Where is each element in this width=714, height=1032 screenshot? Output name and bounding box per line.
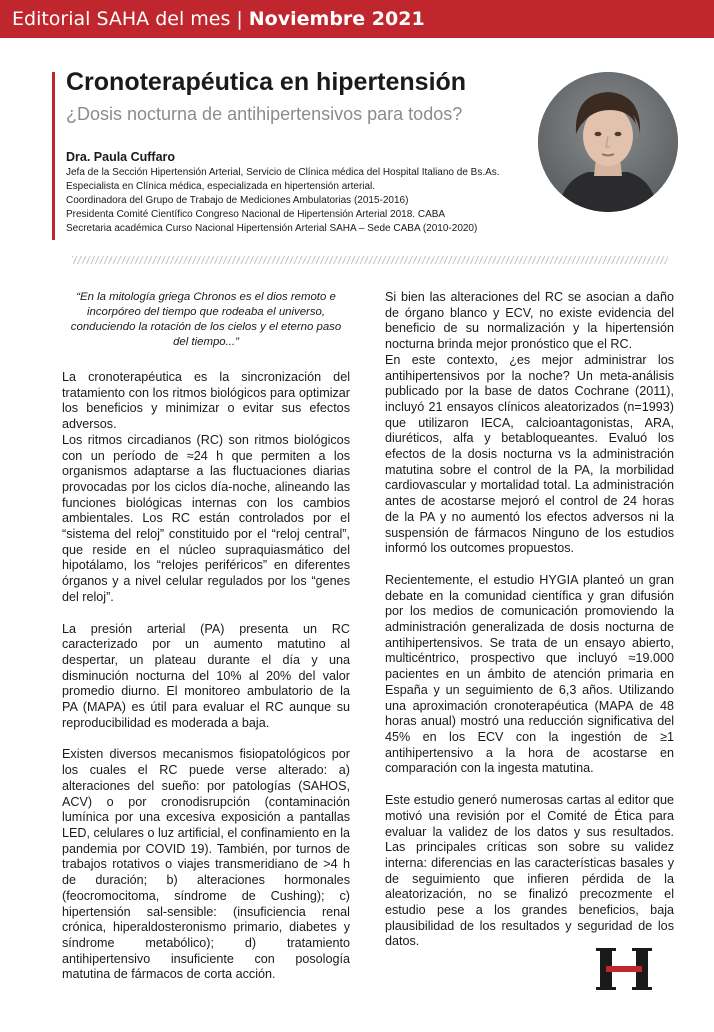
body-paragraph: Existen diversos mecanismos fisiopatológicos por los cuales el RC puede verse alterado: a) alteraciones del sueño: por patologías (SAHOS, ACV) o por cronodisrupción (contaminación lumínica por una excesiva exposición a pantallas LED, celulares o luz artificial, el confinamiento en la pandemia por COVID 19). También, por turnos de trabajos rotativos o viajes transmeridiano de >4 h de duración; b) alteraciones hormonales (feocromocitoma, síndrome de Cushing); c) hipertensión sal-sensible: (insuficiencia renal crónica, hiperaldosteronismo primario, diabetes y síndrome metabólico); d) tratamiento antihipertensivo insuficiente con posología matutina de fármacos de corta acción. bbox=[62, 747, 350, 982]
author-portrait-icon bbox=[538, 72, 678, 212]
banner-separator: | bbox=[236, 8, 243, 30]
header-banner bbox=[0, 0, 714, 38]
body-paragraph: La cronoterapéutica es la sincronización del tratamiento con los ritmos biológicos para optimizar los beneficios y minimizar o evitar sus efectos adversos. bbox=[62, 370, 350, 432]
credential-line: Jefa de la Sección Hipertensión Arterial, Servicio de Clínica médica del Hospital Italiano de Bs.As. bbox=[66, 167, 500, 178]
body-paragraph: Recientemente, el estudio HYGIA planteó un gran debate en la comunidad científica y gran difusión por los medios de comunicación promoviendo la administración generalizada de dosis nocturna de antihipertensivos. Se trata de un ensayo abierto, multicéntrico, prospectivo que incluyó ≈19.000 pacientes en un ámbito de atención primaria en España y un seguimiento de 6,3 años. Utilizando una aproximación cronoterapéutica (MAPA de 48 horas anual) mostró una reducción significativa del 45% en los ECV con la ingestión de ≥1 antihipertensivo a la hora de acostarse en comparación con la ingesta matutina. bbox=[385, 572, 674, 776]
credential-line: Especialista en Clínica médica, especializada en hipertensión arterial. bbox=[66, 181, 376, 192]
credential-line: Coordinadora del Grupo de Trabajo de Mediciones Ambulatorias (2015-2016) bbox=[66, 195, 409, 206]
author-photo bbox=[538, 72, 678, 212]
author-name: Dra. Paula Cuffaro bbox=[66, 150, 176, 164]
banner-section: Editorial SAHA del mes bbox=[12, 8, 231, 30]
body-paragraph: Este estudio generó numerosas cartas al editor que motivó una revisión por el Comité de Ética para evaluar la validez de los datos y sus resultados. Las principales críticas son sobre su validez interna: diferencias en las características basales y de seguimiento que infieren pérdida de la aleatorización, no se finalizó precozmente el estudio pese a los grandes beneficios, baja plausibilidad de los resultados y seguridad de los datos. bbox=[385, 793, 674, 949]
body-paragraph: La presión arterial (PA) presenta un RC caracterizado por un aumento matutino al despertar, un plateau durante el día y una disminución nocturna del 10% al 20% del valor promedio diurno. El monitoreo ambulatorio de la PA (MAPA) es útil para evaluar el RC aunque su reproducibilidad es moderada a baja. bbox=[62, 621, 350, 730]
article-subtitle: ¿Dosis nocturna de antihipertensivos para todos? bbox=[66, 104, 463, 124]
article-title: Cronoterapéutica en hipertensión bbox=[66, 68, 467, 96]
saha-logo bbox=[596, 946, 652, 992]
left-column bbox=[62, 290, 350, 983]
credential-line: Presidenta Comité Científico Congreso Nacional de Hipertensión Arterial 2018. CABA bbox=[66, 209, 446, 220]
banner-month: Noviembre 2021 bbox=[248, 8, 425, 30]
section-divider bbox=[72, 256, 668, 264]
credential-line: Secretaria académica Curso Nacional Hipertensión Arterial SAHA – Sede CABA (2010-2020) bbox=[66, 223, 478, 234]
body-paragraph: Si bien las alteraciones del RC se asocian a daño de órgano blanco y ECV, no existe evidencia del beneficio de su normalización y la hipertensión nocturna brinda mejor pronóstico que el RC. bbox=[385, 290, 674, 352]
title-accent-bar bbox=[52, 72, 55, 240]
right-column bbox=[385, 290, 674, 950]
saha-h-logo-icon bbox=[596, 946, 652, 992]
body-paragraph: Los ritmos circadianos (RC) son ritmos biológicos con un período de ≈24 h que permiten a los organismos adaptarse a las fluctuaciones diarias provocadas por los ciclos día-noche, alineando las funciones biológicas internas con los cambios ambientales. Los RC están controlados por el “sistema del reloj” constituido por el “reloj central”, que reside en el núcleo supraquiasmático del hipotálamo, los “relojes periféricos” en diferentes órganos y a nivel celular regulados por los “genes del reloj”. bbox=[62, 432, 350, 604]
author-credentials bbox=[66, 166, 536, 236]
body-paragraph: En este contexto, ¿es mejor administrar los antihipertensivos por la noche? Un meta-análisis publicado por la base de datos Cochrane (2011), incluyó 21 ensayos clínicos aleatorizados (n=1993) que utilizaron IECA, calcioantagonistas, ARA, diuréticos, alfa y betabloqueantes. Evaluó los efectos de la dosis nocturna vs la administración matutina sobre el control de la PA, la morbilidad cardiovascular y mortalidad total. La administración antes de acostarse mejoró el control de 24 horas de la PA y no aumentó los efectos adversos ni la suspensión de fármacos Ninguno de los estudios informó los outcomes propuestos. bbox=[385, 352, 674, 556]
opening-quote: “En la mitología griega Chronos es el dios remoto e incorpóreo del tiempo que rodeaba el universo, conduciendo la rotación de los cielos y el eterno paso del tiempo...” bbox=[70, 291, 342, 348]
